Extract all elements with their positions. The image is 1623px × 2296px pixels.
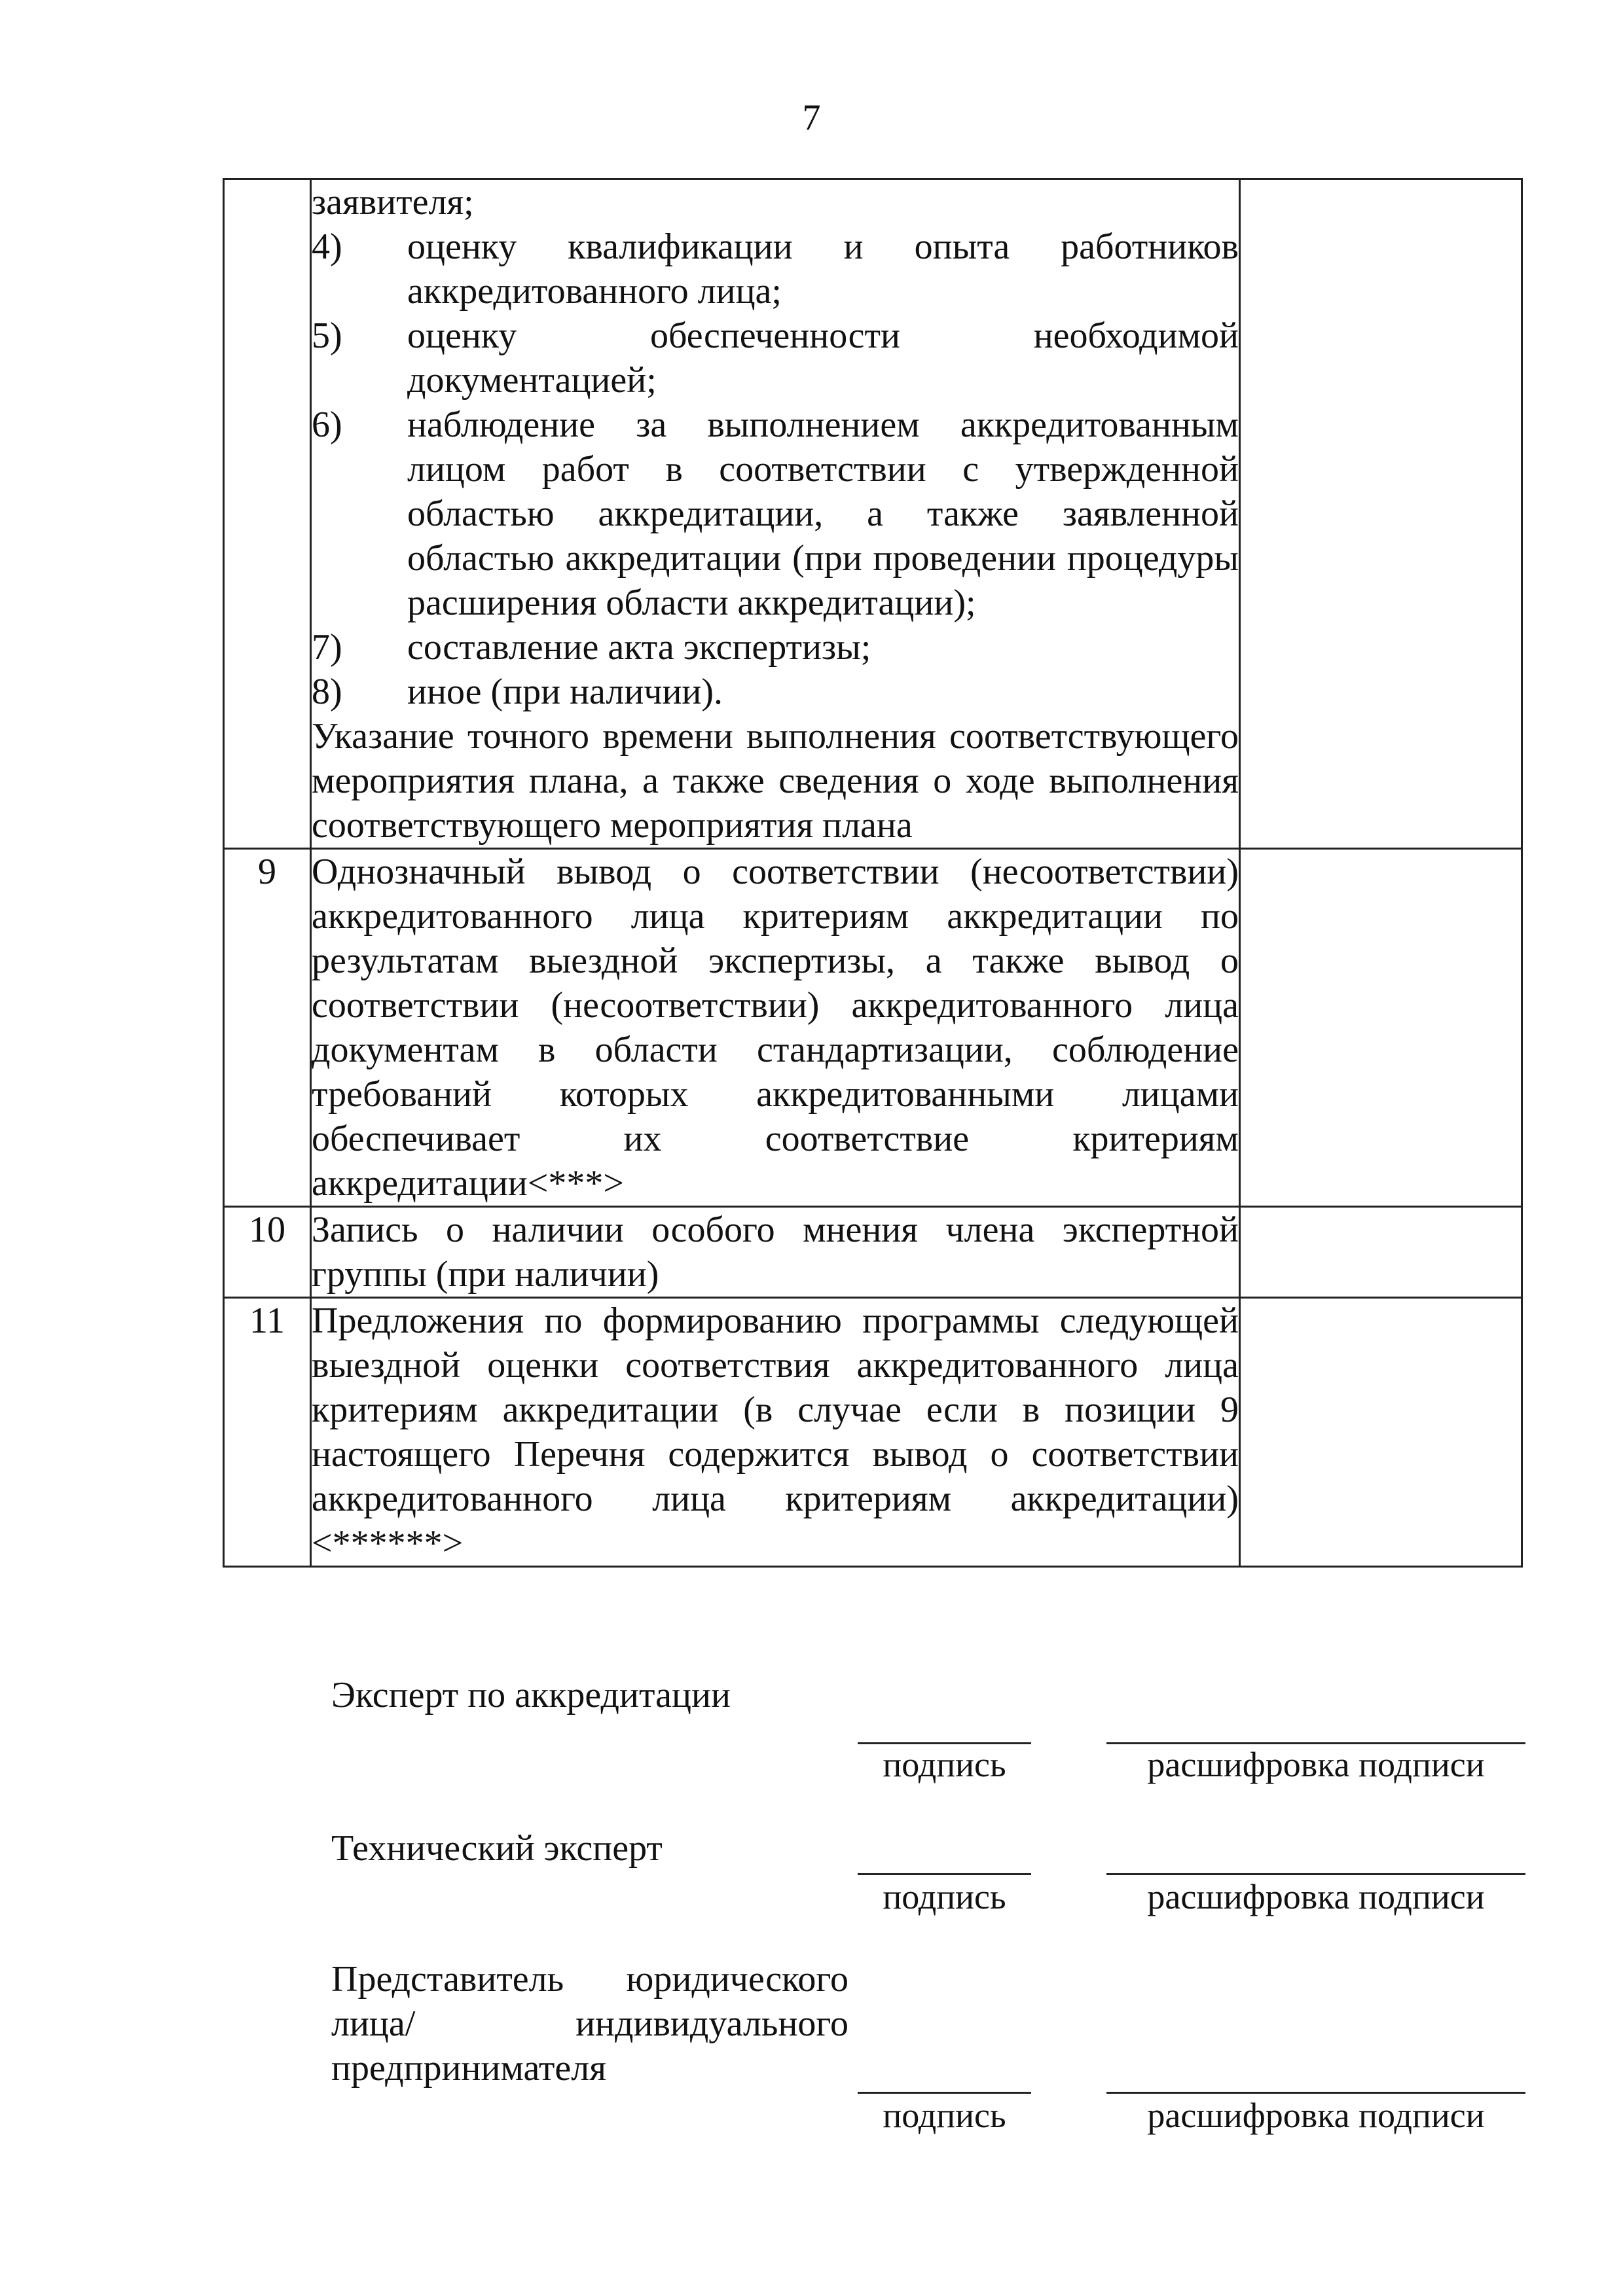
row-content (311, 1207, 1240, 1298)
table-row (224, 849, 1522, 1207)
row-text: Предложения по формированию программы следующей выездной оценки соответствия аккредитованного лица критериям аккредитации (в случае если в позиции 9 настоящего Перечня содержится вывод о соответствии аккредитованного лица критериям аккредитации)<******> (312, 1300, 1239, 1564)
list-marker: 5) (312, 315, 342, 356)
row-number (224, 179, 311, 849)
page-number: 7 (802, 98, 821, 138)
signature-decode-caption: расшифровка подписи (1147, 2096, 1485, 2135)
list-marker: 4) (312, 226, 342, 267)
signatory-role: Эксперт по аккредитации (331, 1675, 731, 1715)
empty-cell (1240, 1298, 1522, 1567)
continuation-line: заявителя; (312, 182, 474, 223)
empty-cell (1240, 849, 1522, 1207)
signatory-role: Технический эксперт (331, 1828, 663, 1869)
signature-caption: подпись (883, 1745, 1006, 1784)
list-item-text: составление акта экспертизы; (407, 627, 871, 668)
table-row (224, 1207, 1522, 1298)
signature-line[interactable] (858, 1873, 1031, 1875)
row-number: 11 (224, 1298, 311, 1567)
row-text: Однозначный вывод о соответствии (несоответствии) аккредитованного лица критериям аккредитации по результатам выездной экспертизы, а также вывод о соответствии (несоответствии) аккредитованного лица документам в области стандартизации, соблюдение требований которых аккредитованными лицами обеспечивает их соответствие критериям аккредитации<***> (312, 852, 1239, 1204)
row-number: 9 (224, 849, 311, 1207)
signature-decode-caption: расшифровка подписи (1147, 1745, 1485, 1784)
list-item (312, 670, 1239, 714)
row-tail-text: Указание точного времени выполнения соответствующего мероприятия плана, а также сведения о ходе выполнения соответствующего мероприятия плана (312, 716, 1239, 846)
row-text: Запись о наличии особого мнения члена экспертной группы (при наличии) (312, 1210, 1239, 1295)
signature-decode-caption: расшифровка подписи (1147, 1877, 1485, 1916)
list-item-text: оценку обеспеченности необходимой документацией; (407, 315, 1239, 401)
list-item (312, 314, 1239, 403)
signature-decode-line[interactable] (1106, 2092, 1525, 2094)
row-content (311, 179, 1240, 849)
criteria-table (223, 178, 1523, 1568)
list-item (312, 224, 1239, 314)
list-item-text: иное (при наличии). (407, 672, 723, 712)
table-row (224, 179, 1522, 849)
signature-decode-line[interactable] (1106, 1873, 1525, 1875)
signature-caption: подпись (883, 1877, 1006, 1916)
list-item-text: наблюдение за выполнением аккредитованным лицом работ в соответствии с утвержденной областью аккредитации, а также заявленной областью аккредитации (при проведении процедуры расширения области аккредитации); (407, 404, 1239, 623)
empty-cell (1240, 1207, 1522, 1298)
list-item (312, 403, 1239, 625)
list-marker: 8) (312, 672, 342, 712)
list-item (312, 625, 1239, 670)
row-content (311, 849, 1240, 1207)
signature-caption: подпись (883, 2096, 1006, 2135)
table-row (224, 1298, 1522, 1567)
row-number: 10 (224, 1207, 311, 1298)
row-content (311, 1298, 1240, 1567)
list-item-text: оценку квалификации и опыта работников аккредитованного лица; (407, 226, 1239, 312)
signatory-role: Представитель юридического лица/ индивидуального предпринимателя (331, 1959, 848, 2089)
empty-cell (1240, 179, 1522, 849)
list-marker: 7) (312, 627, 342, 668)
signature-line[interactable] (858, 2092, 1031, 2094)
list-marker: 6) (312, 404, 342, 445)
